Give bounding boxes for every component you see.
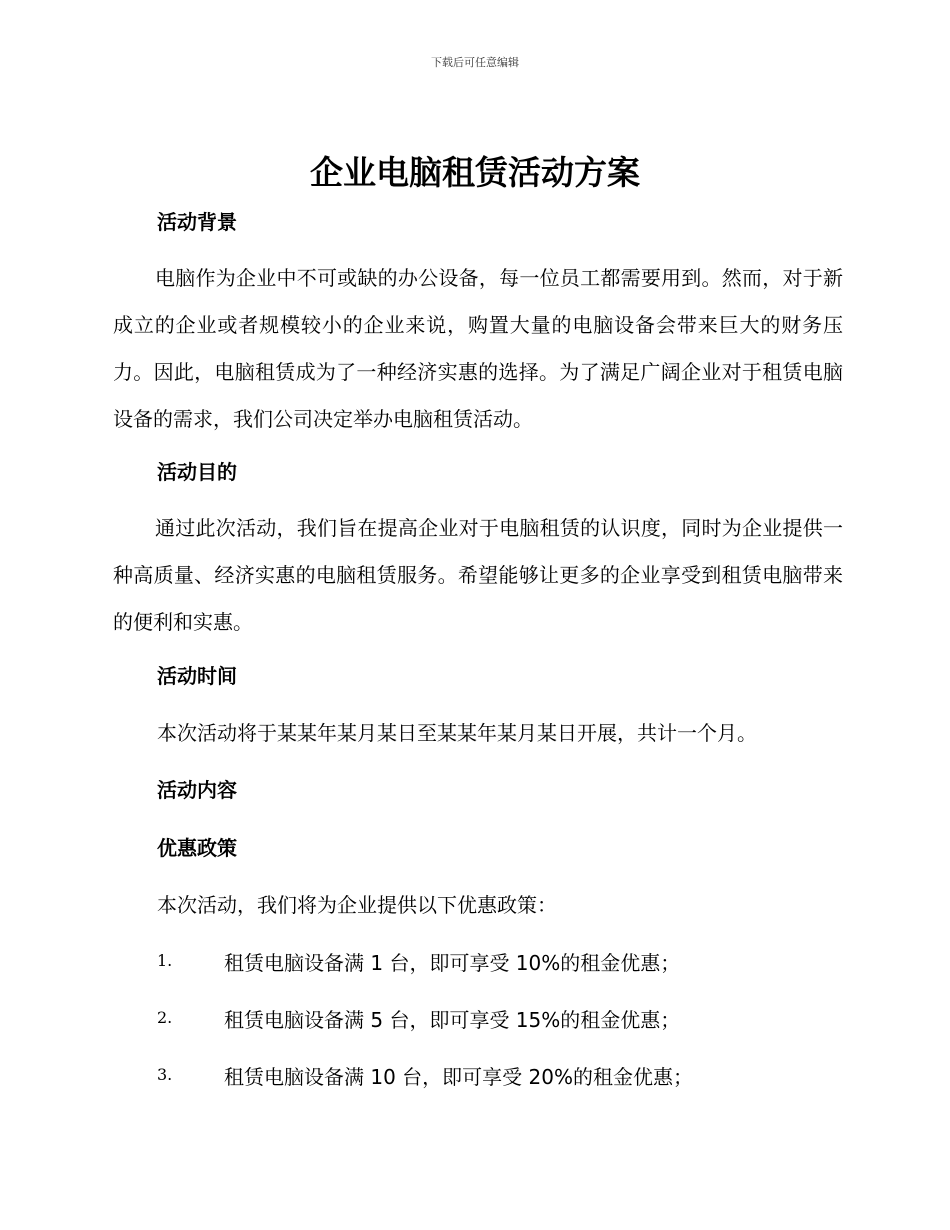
document-title: 企业电脑租赁活动方案	[310, 153, 640, 192]
list-number: 1.	[157, 951, 173, 970]
heading-content: 活动内容	[157, 778, 237, 802]
list-text: 租赁电脑设备满 5 台，即可享受 15%的租金优惠；	[224, 1008, 681, 1032]
page-header-note: 下载后可任意编辑	[431, 56, 519, 69]
list-text: 租赁电脑设备满 10 台，即可享受 20%的租金优惠；	[224, 1065, 693, 1089]
heading-time: 活动时间	[157, 664, 237, 688]
paragraph-time: 本次活动将于某某年某月某日至某某年某月某日开展，共计一个月。	[157, 721, 757, 745]
list-number: 2.	[157, 1008, 173, 1027]
paragraph-purpose: 通过此次活动，我们旨在提高企业对于电脑租赁的认识度，同时为企业提供一种高质量、经济实惠的电脑租赁服务。希望能够让更多的企业享受到租赁电脑带来的便利和实惠。	[113, 516, 843, 634]
list-number: 3.	[157, 1065, 173, 1084]
heading-background: 活动背景	[157, 210, 237, 234]
policy-intro: 本次活动，我们将为企业提供以下优惠政策：	[157, 893, 557, 917]
heading-policy: 优惠政策	[157, 836, 237, 860]
paragraph-background: 电脑作为企业中不可或缺的办公设备，每一位员工都需要用到。然而，对于新成立的企业或者规模较小的企业来说，购置大量的电脑设备会带来巨大的财务压力。因此，电脑租赁成为了一种经济实惠的选择。为了满足广阔企业对于租赁电脑设备的需求，我们公司决定举办电脑租赁活动。	[113, 266, 843, 431]
list-text: 租赁电脑设备满 1 台，即可享受 10%的租金优惠；	[224, 951, 681, 975]
heading-purpose: 活动目的	[157, 460, 237, 484]
